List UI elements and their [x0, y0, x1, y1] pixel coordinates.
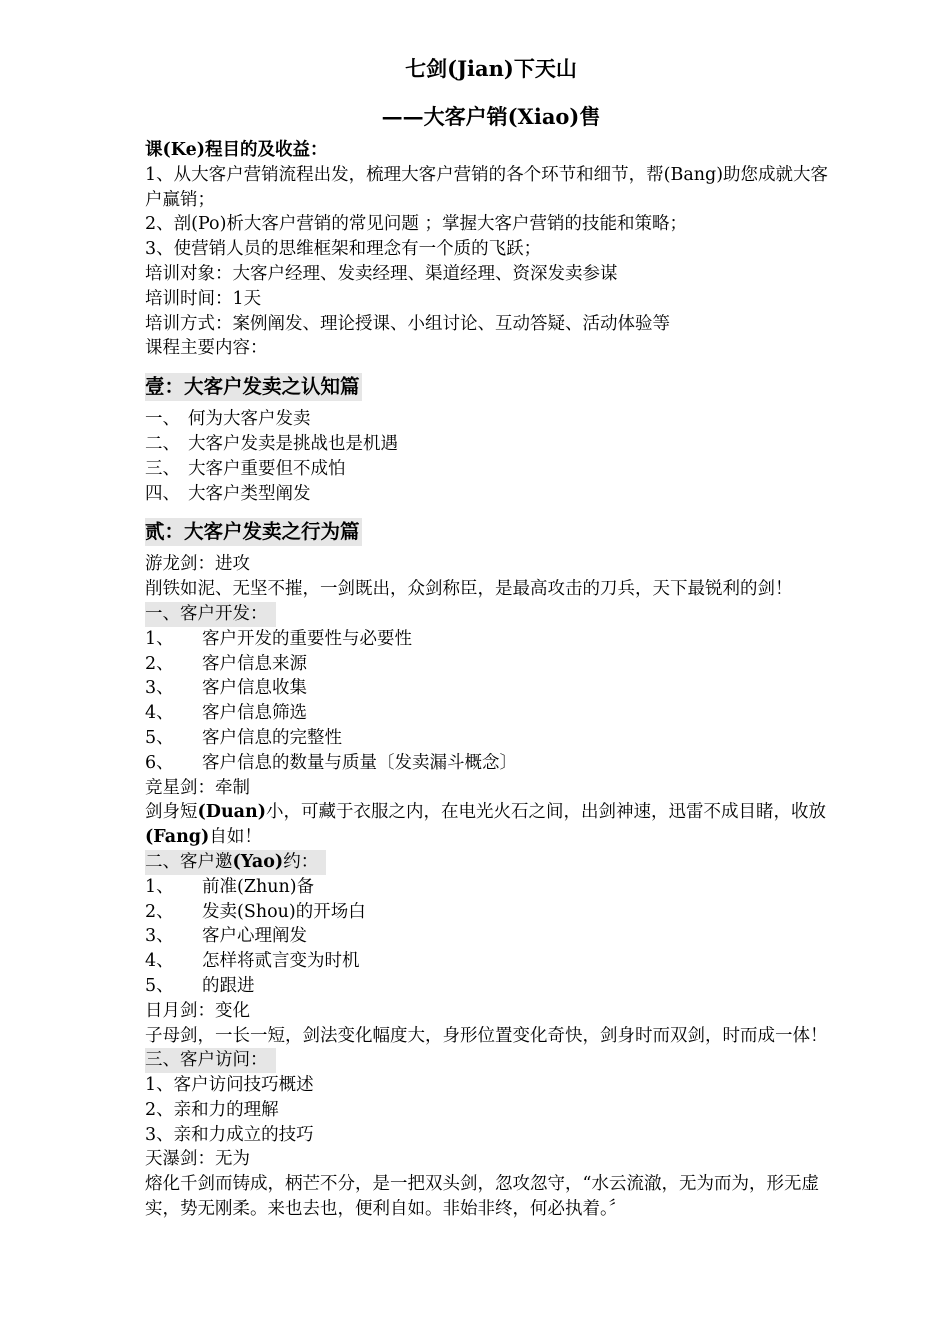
training-method: 培训方式：案例阐发、理论授课、小组讨论、互动答疑、活动体验等 [145, 313, 670, 334]
benefit-item: 3、使营销人员的思维框架和理念有一个质的飞跃； [145, 239, 542, 260]
sword-description: 子母剑，一长一短，剑法变化幅度大，身形位置变化奇快，剑身时而双剑，时而成一体！ [145, 1025, 828, 1046]
benefit-item: 1、从大客户营销流程出发，梳理大客户营销的各个环节和细节，帮(Bang)助您成就大客户赢销； [145, 164, 829, 210]
list-item: 1、 客户开发的重要性与必要性 [145, 628, 412, 649]
list-item: 2、 发卖(Shou)的开场白 [145, 901, 366, 922]
sword-name: 天瀑剑：无为 [145, 1149, 250, 1170]
section-heading-cognition: 壹：大客户发卖之认知篇 [145, 373, 362, 401]
list-item: 2、亲和力的理解 [145, 1099, 279, 1120]
training-duration: 培训时间：1天 [145, 288, 262, 309]
sword-name: 游龙剑：进攻 [145, 554, 250, 575]
subsection-heading: 一、客户开发： [145, 602, 845, 627]
sword-name: 竞星剑：牵制 [145, 777, 250, 798]
list-item: 4、 怎样将贰言变为时机 [145, 951, 360, 972]
training-audience: 培训对象：大客户经理、发卖经理、渠道经理、资深发卖参谋 [145, 263, 618, 284]
list-item: 2、 客户信息来源 [145, 653, 307, 674]
objective-label: 课(Ke)程目的及收益： [145, 140, 328, 160]
document-title: 七剑(Jian)下天山 [405, 56, 577, 81]
list-item: 6、 客户信息的数量与质量〔发卖漏斗概念〕 [145, 752, 517, 773]
list-item: 3、亲和力成立的技巧 [145, 1124, 314, 1145]
document-subtitle: ——大客户销(Xiao)售 [381, 104, 601, 129]
sword-description: 熔化千剑而铸成，柄芒不分，是一把双头剑，忽攻忽守，“水云流澈，无为而为，形无虚实，势无刚柔。来也去也，便利自如。非始非终，何必执着。〞 [145, 1174, 819, 1220]
list-item: 一、 何为大客户发卖 [145, 409, 311, 430]
sword-description: 剑身短(Duan)小，可藏于衣服之内，在电光火石之间，出剑神速，迅雷不成目睹，收放(Fang)自如！ [145, 802, 827, 848]
subsection-heading: 二、客户邀(Yao)约： [145, 850, 845, 875]
document-page [145, 52, 845, 1222]
list-item: 3、 客户心理阐发 [145, 926, 307, 947]
subsection-heading: 三、客户访问： [145, 1048, 845, 1073]
list-item: 四、 大客户类型阐发 [145, 483, 311, 504]
sword-name: 日月剑：变化 [145, 1000, 250, 1021]
section-heading-behavior: 贰：大客户发卖之行为篇 [145, 518, 362, 546]
list-item: 三、 大客户重要但不成怕 [145, 458, 346, 479]
list-item: 5、 客户信息的完整性 [145, 727, 342, 748]
benefit-item: 2、剖(Po)析大客户营销的常见问题 ；掌握大客户营销的技能和策略； [145, 214, 687, 235]
list-item: 1、 前准(Zhun)备 [145, 876, 315, 897]
list-item: 4、 客户信息筛选 [145, 703, 307, 724]
list-item: 5、 的跟进 [145, 975, 255, 996]
list-item: 3、 客户信息收集 [145, 678, 307, 699]
list-item: 二、 大客户发卖是挑战也是机遇 [145, 433, 398, 454]
content-label: 课程主要内容： [145, 338, 268, 359]
sword-description: 削铁如泥、无坚不摧，一剑既出，众剑称臣，是最高攻击的刀兵，天下最锐利的剑！ [145, 579, 793, 600]
list-item: 1、客户访问技巧概述 [145, 1075, 314, 1096]
